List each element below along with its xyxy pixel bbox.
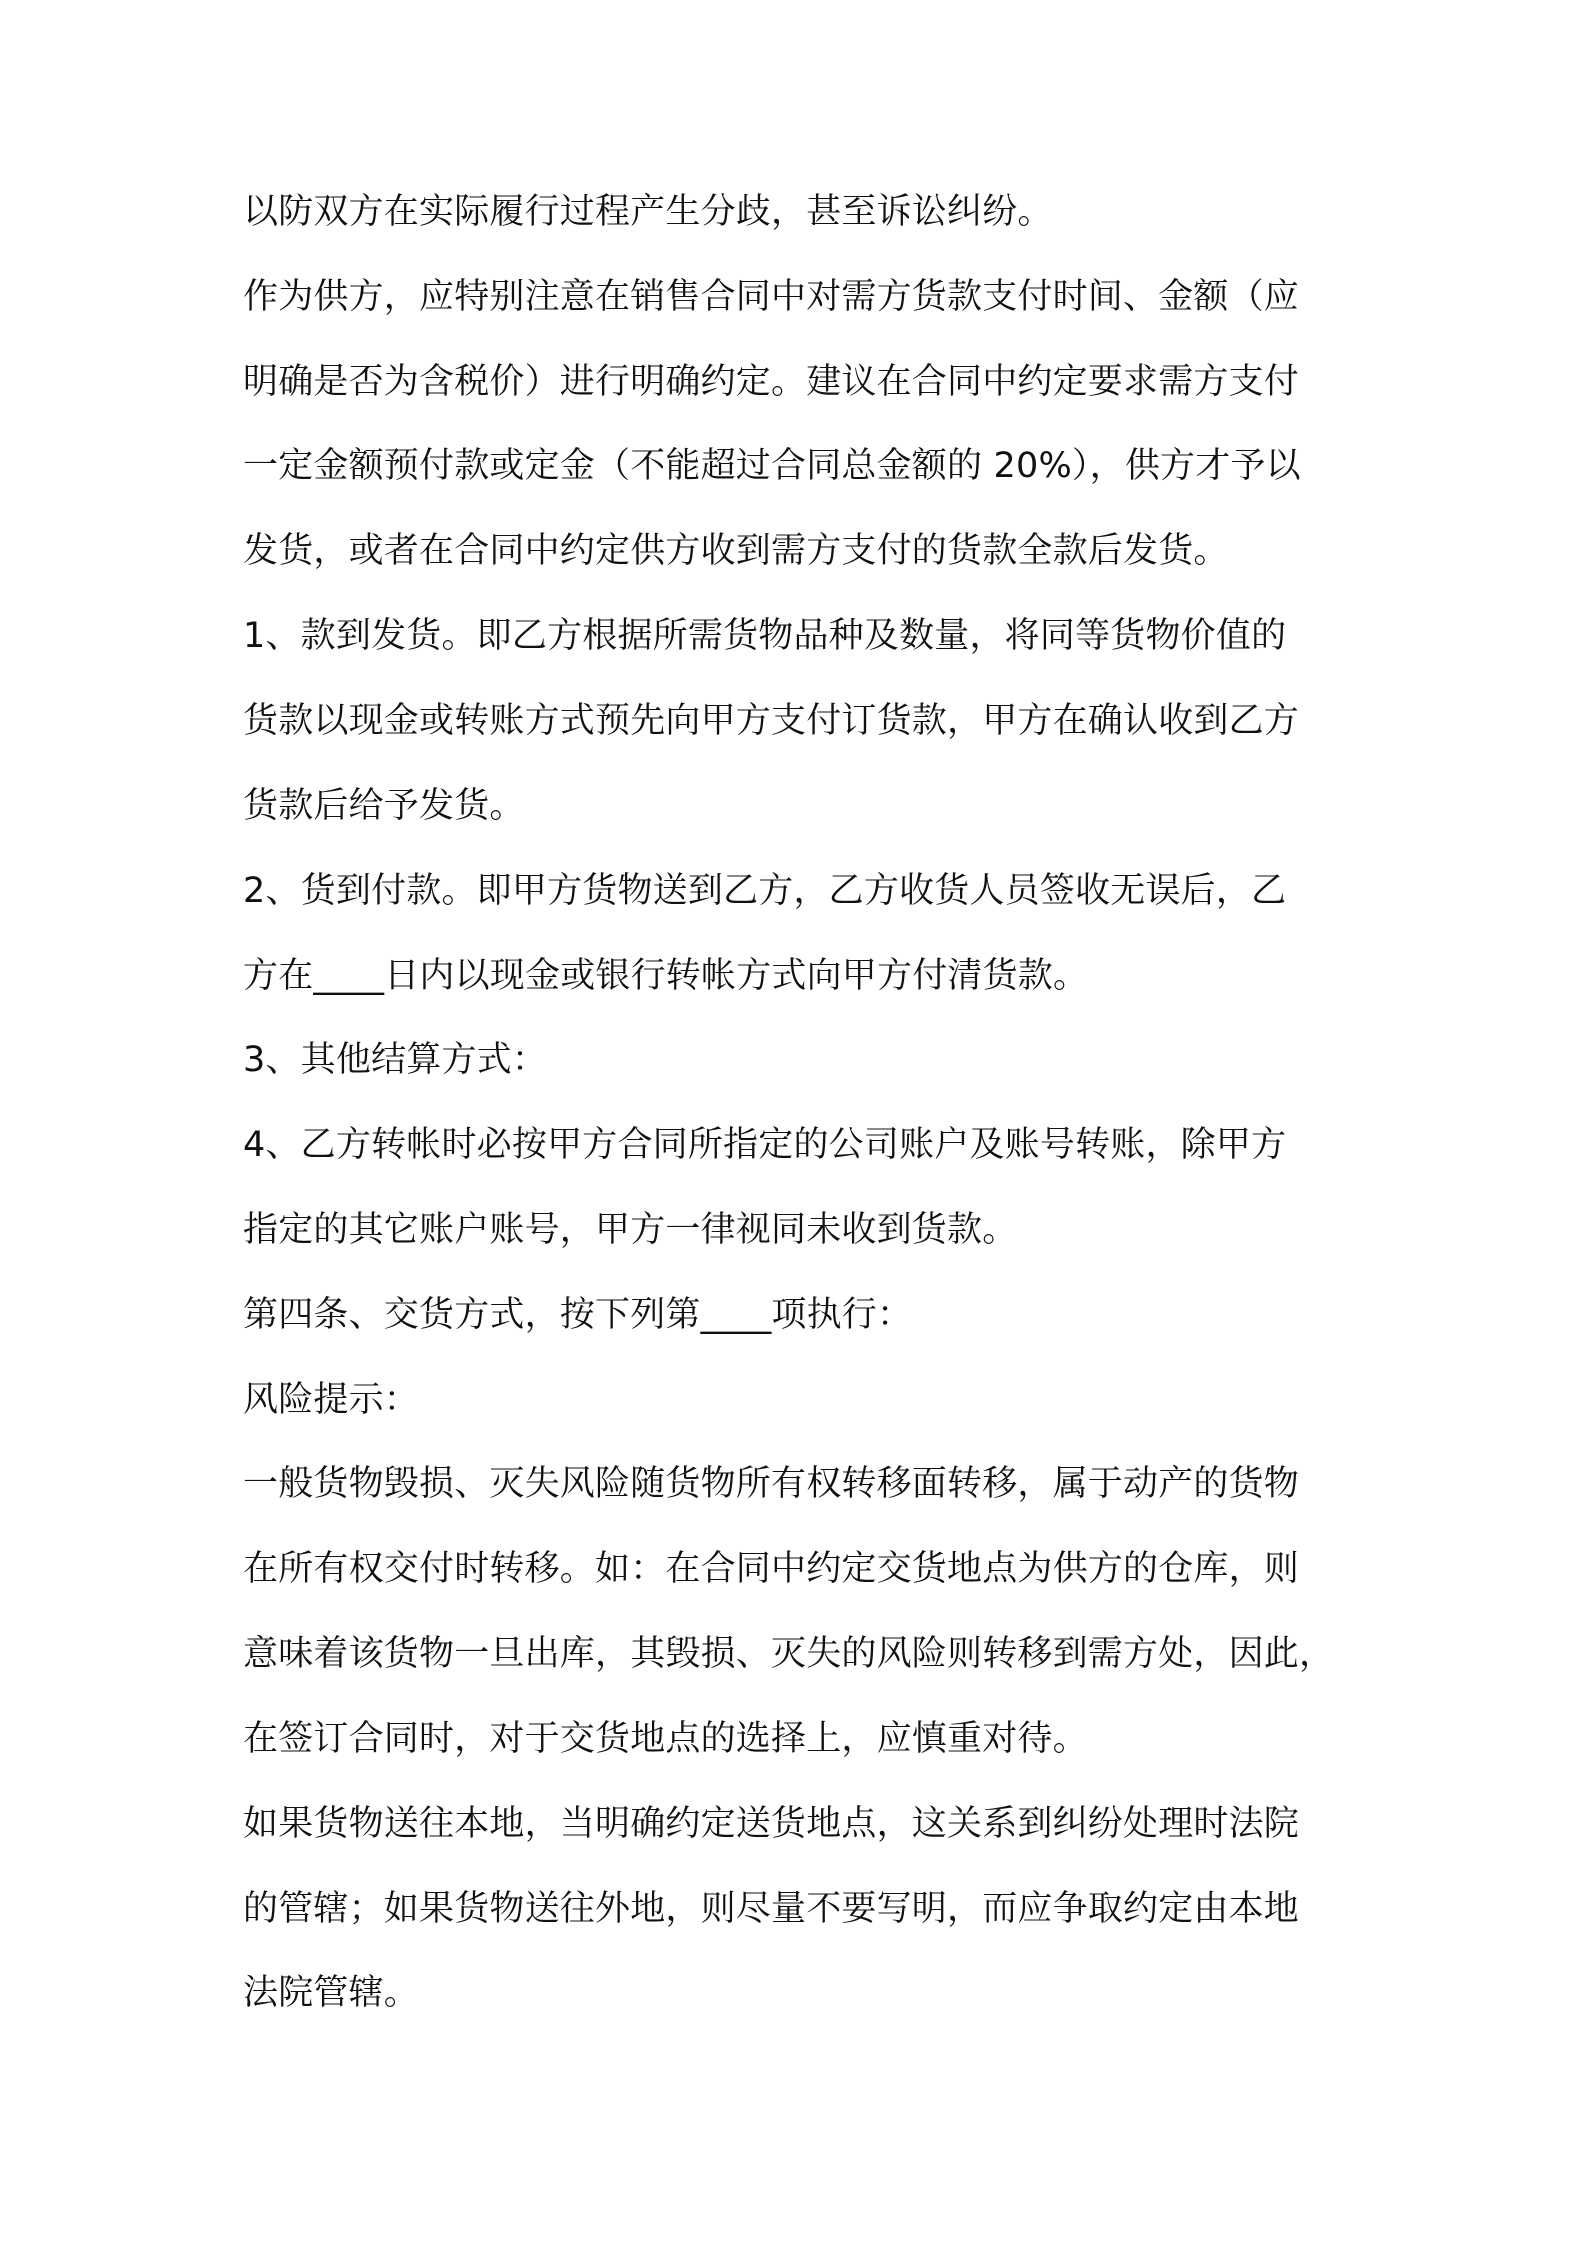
text-line: 意味着该货物一旦出库，其毁损、灭失的风险则转移到需方处，因此，	[243, 1634, 1335, 1674]
text-line: 的管辖；如果货物送往外地，则尽量不要写明，而应争取约定由本地	[243, 1889, 1300, 1929]
text-line: 在签订合同时，对于交货地点的选择上，应慎重对待。	[243, 1719, 1088, 1759]
text-line: 货款以现金或转账方式预先向甲方支付订货款，甲方在确认收到乙方	[243, 701, 1300, 741]
text-line: 方在____日内以现金或银行转帐方式向甲方付清货款。	[243, 956, 1089, 996]
text-line: 明确是否为含税价）进行明确约定。建议在合同中约定要求需方支付	[243, 362, 1300, 402]
text-line: 1、款到发货。即乙方根据所需货物品种及数量，将同等货物价值的	[243, 616, 1287, 656]
text-line: 在所有权交付时转移。如：在合同中约定交货地点为供方的仓库，则	[243, 1549, 1300, 1589]
text-line: 3、其他结算方式：	[243, 1040, 548, 1080]
text-line: 4、乙方转帐时必按甲方合同所指定的公司账户及账号转账，除甲方	[243, 1125, 1287, 1165]
text-line: 法院管辖。	[243, 1973, 420, 2013]
text-line: 作为供方，应特别注意在销售合同中对需方货款支付时间、金额（应	[243, 277, 1300, 317]
text-line: 指定的其它账户账号，甲方一律视同未收到货款。	[243, 1210, 1018, 1250]
text-line: 一定金额预付款或定金（不能超过合同总金额的 20%），供方才予以	[243, 446, 1301, 486]
text-line: 货款后给予发货。	[243, 786, 525, 826]
text-line: 2、货到付款。即甲方货物送到乙方，乙方收货人员签收无误后，乙	[243, 871, 1287, 911]
text-line: 发货，或者在合同中约定供方收到需方支付的货款全款后发货。	[243, 531, 1229, 571]
text-line: 如果货物送往本地，当明确约定送货地点，这关系到纠纷处理时法院	[243, 1804, 1300, 1844]
text-line: 以防双方在实际履行过程产生分歧，甚至诉讼纠纷。	[243, 192, 1053, 232]
text-line: 一般货物毁损、灭失风险随货物所有权转移面转移，属于动产的货物	[243, 1464, 1300, 1504]
text-line: 风险提示：	[243, 1380, 420, 1420]
text-line: 第四条、交货方式，按下列第____项执行：	[243, 1295, 913, 1335]
